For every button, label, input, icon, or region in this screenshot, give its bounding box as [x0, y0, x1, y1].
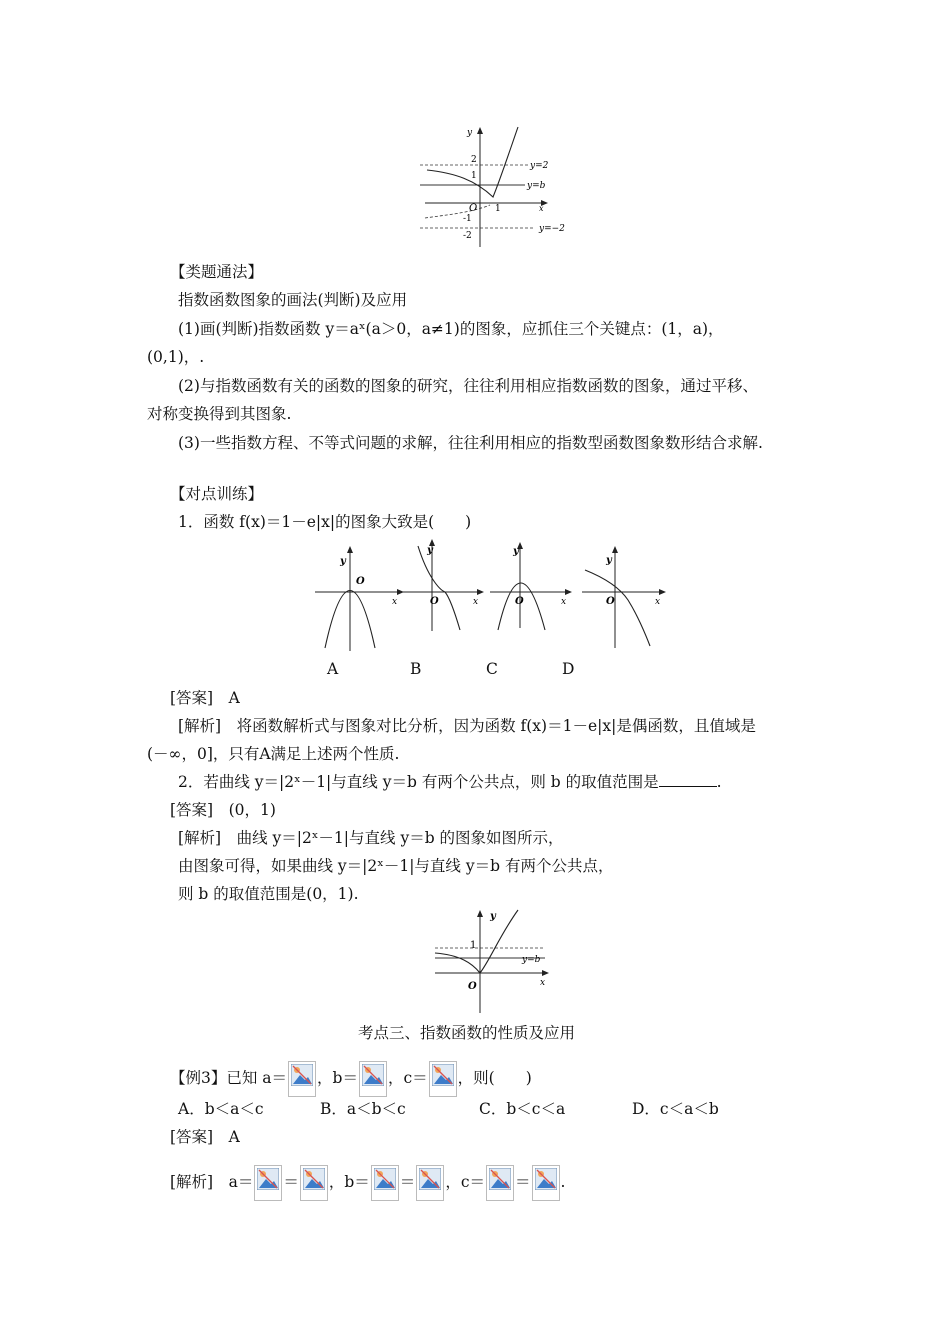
paragraph-1: (1)画(判断)指数函数 y＝aˣ(a＞0，a≠1)的图象，应抓住三个关键点：(1，a)， — [178, 320, 724, 338]
paragraph-2: (2)与指数函数有关的函数的图象的研究，往往利用相应指数函数的图象，通过平移、 — [178, 377, 758, 395]
q2-analysis-1: [解析] 曲线 y＝|2ˣ－1|与直线 y＝b 的图象如图所示， — [178, 829, 564, 847]
svg-text:y: y — [513, 546, 519, 557]
svg-text:1: 1 — [471, 171, 477, 181]
q1-analysis-1: [解析] 将函数解析式与图象对比分析，因为函数 f(x)＝1－e|x|是偶函数，且值域是 — [178, 717, 756, 735]
svg-text:y=b: y=b — [527, 181, 546, 191]
section-title-practice: 【对点训练】 — [170, 485, 264, 503]
q2-analysis-2: 由图象可得，如果曲线 y＝|2ˣ－1|与直线 y＝b 有两个公共点， — [178, 857, 614, 875]
svg-text:y=−2: y=−2 — [539, 224, 565, 234]
q2-analysis-3: 则 b 的取值范围是(0，1). — [178, 885, 359, 903]
svg-text:y: y — [606, 555, 612, 566]
q2-answer: [答案] (0，1) — [170, 801, 276, 819]
ex3-analysis: [解析] a＝ ＝ ，b＝ ＝ ，c＝ ＝ . — [170, 1165, 565, 1201]
image-placeholder-icon — [429, 1061, 457, 1097]
svg-text:x: x — [540, 978, 546, 988]
svg-text:2: 2 — [471, 155, 477, 165]
image-placeholder-icon — [288, 1061, 316, 1097]
paragraph-2b: 对称变换得到其图象. — [147, 405, 292, 423]
svg-text:x: x — [561, 597, 567, 607]
section-title-methods: 【类题通法】 — [170, 263, 264, 281]
image-placeholder-icon — [300, 1165, 328, 1201]
svg-text:-1: -1 — [463, 214, 472, 224]
choice-label-c: C — [486, 660, 498, 678]
top-graph-y-label: y — [467, 128, 473, 138]
option-d: D．c＜a＜b — [632, 1100, 719, 1118]
svg-text:y: y — [340, 556, 346, 567]
question-2: 2．若曲线 y＝|2ˣ－1|与直线 y＝b 有两个公共点，则 b 的取值范围是 . — [178, 773, 722, 791]
svg-text:x: x — [392, 597, 398, 607]
choice-graphs — [310, 538, 675, 653]
svg-text:1: 1 — [470, 940, 477, 951]
choice-label-d: D — [562, 660, 575, 678]
svg-text:x: x — [655, 597, 661, 607]
q1-analysis-2: (－∞，0]，只有A满足上述两个性质. — [147, 745, 400, 763]
svg-text:O: O — [606, 596, 615, 607]
svg-text:y: y — [427, 545, 433, 556]
q1-answer: [答案] A — [170, 689, 240, 707]
svg-text:y: y — [490, 911, 496, 922]
image-placeholder-icon — [371, 1165, 399, 1201]
section-heading-3: 考点三、指数函数的性质及应用 — [358, 1024, 576, 1042]
image-placeholder-icon — [486, 1165, 514, 1201]
svg-text:1: 1 — [495, 204, 501, 214]
choice-label-a: A — [327, 660, 339, 678]
option-b: B．a＜b＜c — [320, 1100, 406, 1118]
svg-text:O: O — [515, 596, 524, 607]
paragraph-3: (3)一些指数方程、不等式问题的求解，往往利用相应的指数型函数图象数形结合求解. — [178, 434, 763, 452]
question-1: 1．函数 f(x)＝1－e|x|的图象大致是( ) — [178, 513, 472, 531]
svg-text:y=2: y=2 — [530, 161, 549, 171]
option-a: A．b＜a＜c — [178, 1100, 264, 1118]
choice-label-b: B — [410, 660, 422, 678]
image-placeholder-icon — [254, 1165, 282, 1201]
example-3: 【例3】已知 a＝ ，b＝ ，c＝ ，则( ) — [170, 1061, 532, 1097]
answer-blank — [659, 772, 717, 787]
svg-text:y=b: y=b — [522, 955, 541, 965]
option-c: C．b＜c＜a — [479, 1100, 566, 1118]
svg-text:x: x — [539, 204, 544, 213]
svg-text:-2: -2 — [463, 231, 472, 241]
svg-text:O: O — [469, 203, 478, 214]
section-subtitle: 指数函数图象的画法(判断)及应用 — [178, 291, 408, 309]
image-placeholder-icon — [359, 1061, 387, 1097]
image-placeholder-icon — [532, 1165, 560, 1201]
paragraph-1b: (0,1)，. — [147, 348, 205, 366]
svg-text:O: O — [430, 596, 439, 607]
top-graph — [415, 125, 575, 250]
image-placeholder-icon — [416, 1165, 444, 1201]
ex3-answer: [答案] A — [170, 1128, 240, 1146]
graph-2 — [430, 905, 555, 1015]
svg-text:O: O — [468, 981, 477, 992]
svg-text:x: x — [473, 597, 479, 607]
svg-text:O: O — [356, 576, 365, 587]
